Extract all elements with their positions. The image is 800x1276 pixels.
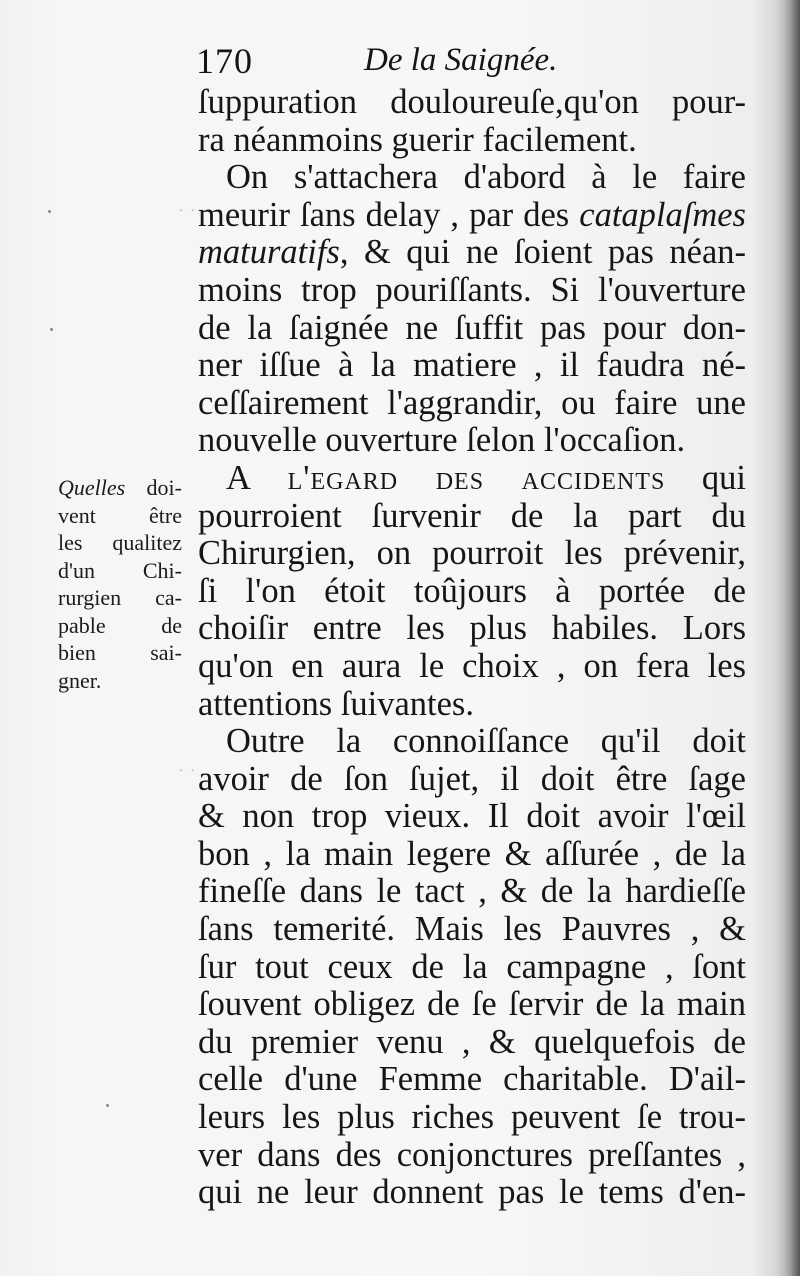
text-line: du premier venu , & quelquefois de: [198, 1022, 746, 1061]
text-line: On s'attachera d'abord à le faire: [226, 158, 746, 197]
margin-note-line: bien sai-: [58, 640, 182, 665]
text-line: meurir ſans delay , par des cataplaſmes: [198, 195, 746, 234]
margin-note-line: Quelles doi-: [58, 475, 182, 500]
text-line: ſuppuration douloureuſe,qu'on pour-: [198, 83, 746, 121]
text-line: ſur tout ceux de la campagne , ſont: [198, 947, 746, 986]
text-line: qui ne leur donnent pas le tems d'en-: [198, 1173, 746, 1212]
text-line: nouvelle ouverture ſelon l'occaſion.: [198, 421, 686, 460]
text-line: A l'egard des accidents qui: [226, 458, 746, 497]
text-line: ſi l'on étoit toûjours à portée de: [198, 571, 746, 610]
text-line: & non trop vieux. Il doit avoir l'œil: [198, 797, 746, 836]
text-line: attentions ſuivantes.: [198, 684, 474, 723]
text-line: avoir de ſon ſujet, il doit être ſage: [198, 759, 746, 798]
text-line: Outre la connoiſſance qu'il doit: [226, 722, 746, 761]
text-line: qu'on en aura le choix , on fera les: [198, 646, 746, 685]
page-gutter-shadow: [776, 0, 800, 1276]
italic-term: maturatifs: [198, 233, 340, 272]
margin-note-line: rurgien ca-: [58, 585, 182, 610]
text-line: pourroient ſurvenir de la part du: [198, 496, 746, 535]
text-line: fineſſe dans le tact , & de la hardieſſe: [198, 872, 746, 911]
margin-note-line: les qualitez: [58, 530, 182, 555]
text-line: ſouvent obligez de ſe ſervir de la main: [198, 985, 746, 1024]
italic-term: cataplaſmes: [579, 195, 746, 234]
text-line: ceſſairement l'aggrandir, ou faire une: [198, 383, 746, 422]
margin-note-italic-word: Quelles: [58, 475, 126, 500]
text-line: leurs les plus riches peuvent ſe trou-: [198, 1098, 746, 1137]
ink-speck: [48, 210, 51, 213]
ink-speck: [106, 1104, 109, 1107]
text-line: ner iſſue à la matiere , il faudra né-: [198, 346, 746, 385]
text-line: celle d'une Femme charitable. D'ail-: [198, 1060, 746, 1099]
page-number: 170: [196, 41, 253, 81]
text-line: ſans temerité. Mais les Pauvres , &: [198, 910, 746, 949]
margin-note: [58, 474, 182, 694]
text-line: Chirurgien, on pourroit les prévenir,: [198, 534, 746, 573]
margin-note-line: d'un Chi-: [58, 557, 182, 583]
text-line: choiſir entre les plus habiles. Lors: [198, 609, 746, 648]
margin-note-line: pable de: [58, 612, 182, 638]
text-line: bon , la main legere & aſſurée , de la: [198, 834, 746, 873]
text-line: ra néanmoins guerir facilement.: [198, 120, 637, 159]
margin-note-line: vent être: [58, 502, 182, 528]
text-line: ver dans des conjonctures preſſantes ,: [198, 1135, 746, 1174]
margin-note-line: gner.: [58, 667, 102, 693]
ink-speck: [50, 328, 53, 331]
running-title: De la Saignée.: [364, 42, 558, 78]
text-line: de la ſaignée ne ſuffit pas pour don-: [198, 308, 746, 347]
body-text: [198, 84, 746, 1212]
show-through-mark: · ·: [177, 200, 196, 222]
show-through-mark: · ·: [177, 760, 196, 782]
small-caps-heading: A l'egard des accidents: [226, 458, 666, 497]
page-header: [196, 40, 756, 88]
text-line: maturatifs, & qui ne ſoient pas néan-: [198, 233, 746, 272]
text-line: moins trop pouriſſants. Si l'ouverture: [198, 270, 746, 309]
